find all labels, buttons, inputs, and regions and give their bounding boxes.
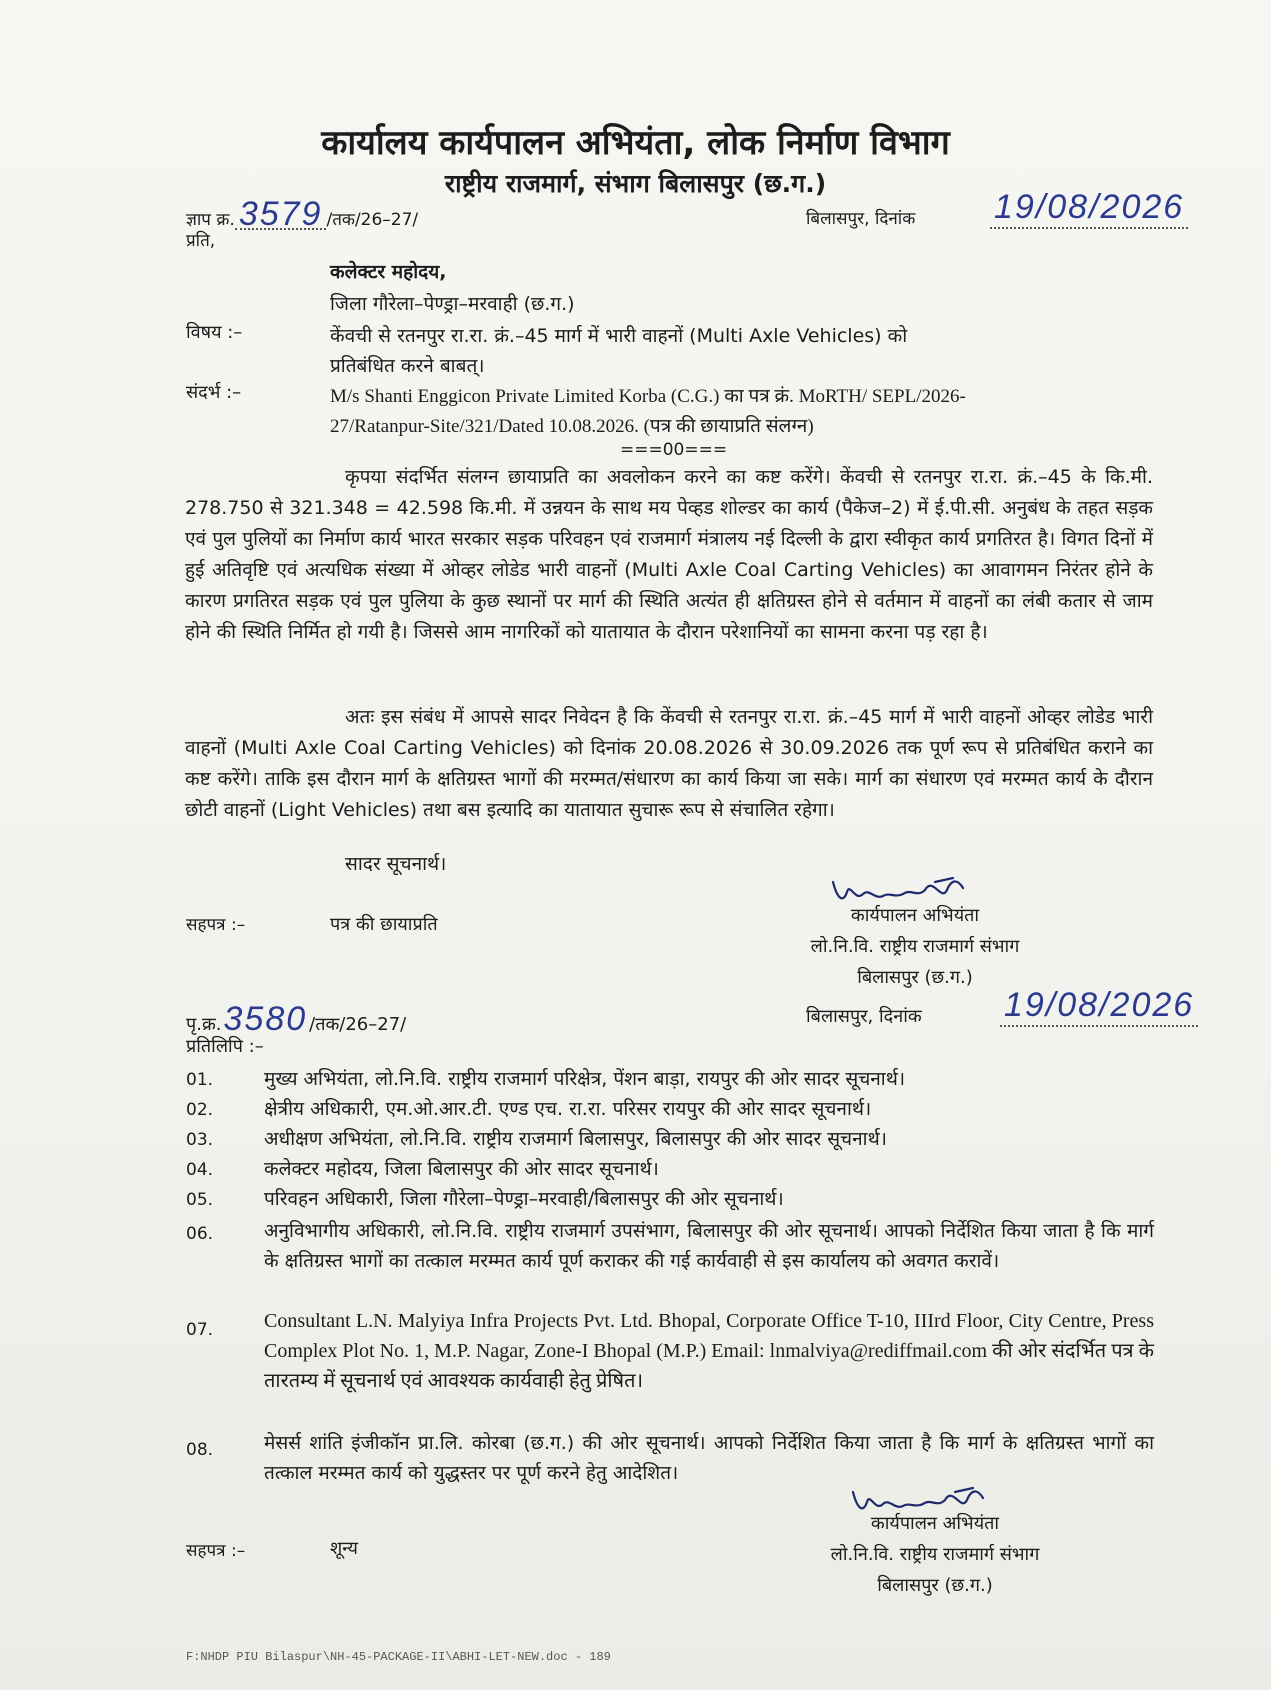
signatory-place: बिलासपुर (छ.ग.) <box>877 1575 993 1596</box>
endorsement-ref-number-handwritten: 3580 <box>223 1000 308 1038</box>
endorsement-place-date-label: बिलासपुर, दिनांक <box>806 1006 922 1027</box>
addressee-title: कलेक्टर महोदय, <box>330 261 447 283</box>
ref-number-handwritten: 3579 <box>235 200 327 230</box>
reference-line-2: 27/Ratanpur-Site/321/Dated 10.08.2026. (पत्र की छायाप्रति संलग्न) <box>330 416 814 437</box>
list-item: कलेक्टर महोदय, जिला बिलासपुर की ओर सादर सूचनार्थ। <box>264 1158 659 1180</box>
subject-line-2: प्रतिबंधित करने बाबत्। <box>330 355 485 377</box>
endorsement-ref-label: पृ.क्र. <box>186 1014 222 1035</box>
ref-suffix: /तक/26–27/ <box>326 210 419 230</box>
body-paragraph-1: कृपया संदर्भित संलग्न छायाप्रति का अवलोकन करने का कष्ट करेंगे। केंवची से रतनपुर रा.रा. क्रं.–45 के कि.मी. 278.750 से 321.348 = 42.598 कि.मी. में उन्नयन के साथ मय पेव्हड शोल्डर का कार्य (पैकेज–2) में ई.पी.सी. अनुबंध के तहत सड़क एवं पुल पुलियों का निर्माण कार्य भारत सरकार सड़क परिवहन एवं राजमार्ग मंत्रालय नई दिल्ली के द्वारा स्वीकृत कार्य प्रगतिरत है। विगत दिनों में हुई अतिवृष्टि एवं अत्यधिक संख्या में ओव्हर लोडेड भारी वाहनों (Multi Axle Coal Carting Vehicles) का आवागमन निरंतर होने के कारण प्रगतिरत सड़क एवं पुल पुलिया के कुछ स्थानों पर मार्ग की स्थिति अत्यंत ही क्षतिग्रस्त होने से वर्तमान में वाहनों का लंबी कतार से जाम होने की स्थिति निर्मित हो गयी है। जिससे आम नागरिकों को यातायात के दौरान परेशानियों का सामना करना पड़ रहा है। <box>185 466 1153 643</box>
list-item-number: 08. <box>186 1440 214 1460</box>
signature-block-2 <box>755 1508 1115 1601</box>
list-item-number: 02. <box>186 1100 214 1120</box>
list-item-number: 05. <box>186 1190 214 1210</box>
list-item: परिवहन अधिकारी, जिला गौरेला–पेण्ड्रा–मरवाही/बिलासपुर की ओर सूचनार्थ। <box>264 1188 784 1210</box>
copy-to-label: प्रतिलिपि :– <box>186 1036 264 1057</box>
enclosure-value: पत्र की छायाप्रति <box>330 914 438 935</box>
list-item-number: 06. <box>186 1224 214 1244</box>
signatory-office: लो.नि.वि. राष्ट्रीय राजमार्ग संभाग <box>810 936 1020 957</box>
signature-block-1 <box>735 900 1095 993</box>
ref-number-line <box>186 195 419 233</box>
endorsement-date-handwritten: 19/08/2026 <box>1000 986 1198 1027</box>
endorsement-enclosure-value: शून्य <box>330 1538 358 1559</box>
signatory-designation: कार्यपालन अभियंता <box>870 1513 1000 1534</box>
signatory-designation: कार्यपालन अभियंता <box>850 905 980 926</box>
reference-label: संदर्भ :– <box>186 382 242 403</box>
subject-line-1: केंवची से रतनपुर रा.रा. क्रं.–45 मार्ग में भारी वाहनों (Multi Axle Vehicles) को <box>330 325 908 347</box>
list-item: अधीक्षण अभियंता, लो.नि.वि. राष्ट्रीय राजमार्ग बिलासपुर, बिलासपुर की ओर सादर सूचनार्थ। <box>264 1128 887 1150</box>
closing-text: सादर सूचनार्थ। <box>345 853 447 875</box>
list-item-number: 07. <box>186 1320 214 1340</box>
addressee-district: जिला गौरेला–पेण्ड्रा–मरवाही (छ.ग.) <box>330 293 575 315</box>
body-paragraph-2: अतः इस संबंध में आपसे सादर निवेदन है कि केंवची से रतनपुर रा.रा. क्रं.–45 मार्ग में भारी वाहनों ओव्हर लोडेड भारी वाहनों (Multi Axle Coal Carting Vehicles) को दिनांक 20.08.2026 से 30.09.2026 तक पूर्ण रूप से प्रतिबंधित कराने का कष्ट करेंगे। ताकि इस दौरान मार्ग के क्षतिग्रस्त भागों की मरम्मत/संधारण का कार्य किया जा सके। मार्ग का संधारण एवं मरम्मत कार्य के दौरान छोटी वाहनों (Light Vehicles) तथा बस इत्यादि का यातायात सुचारू रूप से संचालित रहेगा। <box>185 706 1153 821</box>
letter-date-handwritten: 19/08/2026 <box>990 188 1188 229</box>
signatory-place: बिलासपुर (छ.ग.) <box>857 967 973 988</box>
reference-line-1: M/s Shanti Enggicon Private Limited Korba (C.G.) का पत्र क्रं. MoRTH/ SEPL/2026- <box>330 386 966 407</box>
list-item: Consultant L.N. Malyiya Infra Projects Pvt. Ltd. Bhopal, Corporate Office T-10, IIIrd Floor, City Centre, Press Complex Plot No. 1, M.P. Nagar, Zone-I Bhopal (M.P.) Email: lnmalviya@rediffmail.com की ओर संदर्भित पत्र के तारतम्य में सूचनार्थ एवं आवश्यक कार्यवाही हेतु प्रेषित। <box>264 1310 1154 1392</box>
ref-label: ज्ञाप क्र. <box>186 210 235 230</box>
signatory-office: लो.नि.वि. राष्ट्रीय राजमार्ग संभाग <box>830 1544 1040 1565</box>
subject-label: विषय :– <box>186 322 243 343</box>
division-title: राष्ट्रीय राजमार्ग, संभाग बिलासपुर (छ.ग.) <box>444 169 827 198</box>
endorsement-ref-suffix: /तक/26–27/ <box>309 1014 407 1035</box>
file-path-footer: F:NHDP PIU Bilaspur\NH-45-PACKAGE-II\ABHI-LET-NEW.doc - 189 <box>186 1650 611 1664</box>
list-item: मेसर्स शांति इंजीकॉन प्रा.लि. कोरबा (छ.ग.) की ओर सूचनार्थ। आपको निर्देशित किया जाता है कि मार्ग के क्षतिग्रस्त भागों का तत्काल मरम्मत कार्य को युद्धस्तर पर पूर्ण करने हेतु आदेशित। <box>264 1432 1154 1484</box>
place-date-label: बिलासपुर, दिनांक <box>806 209 916 229</box>
list-item: मुख्य अभियंता, लो.नि.वि. राष्ट्रीय राजमार्ग परिक्षेत्र, पेंशन बाड़ा, रायपुर की ओर सादर सूचनार्थ। <box>264 1068 906 1090</box>
enclosure-label: सहपत्र :– <box>186 915 246 935</box>
list-item-number: 01. <box>186 1070 214 1090</box>
prati-label: प्रति, <box>186 231 216 251</box>
list-item: क्षेत्रीय अधिकारी, एम.ओ.आर.टी. एण्ड एच. रा.रा. परिसर रायपुर की ओर सादर सूचनार्थ। <box>264 1098 872 1120</box>
endorsement-enclosure-label: सहपत्र :– <box>186 1541 246 1561</box>
separator: ===00=== <box>620 440 728 460</box>
list-item-number: 03. <box>186 1130 214 1150</box>
list-item-number: 04. <box>186 1160 214 1180</box>
list-item: अनुविभागीय अधिकारी, लो.नि.वि. राष्ट्रीय राजमार्ग उपसंभाग, बिलासपुर की ओर सूचनार्थ। आपको निर्देशित किया जाता है कि मार्ग के क्षतिग्रस्त भागों का तत्काल मरम्मत कार्य पूर्ण कराकर की गई कार्यवाही से इस कार्यालय को अवगत करावें। <box>264 1220 1154 1272</box>
office-title: कार्यालय कार्यपालन अभियंता, लोक निर्माण विभाग <box>321 123 950 163</box>
